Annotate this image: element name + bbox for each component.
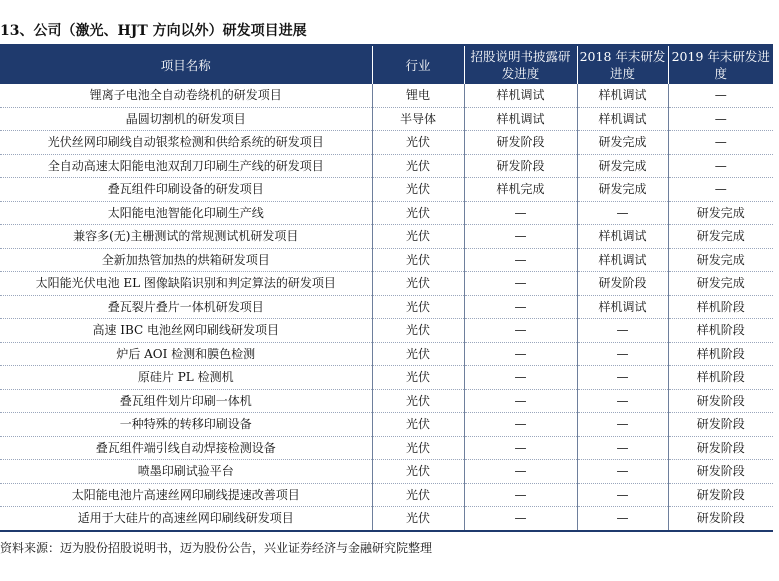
cell-project-name: 光伏丝网印刷线自动银浆检测和供给系统的研发项目 [0,131,372,155]
cell-prospectus-progress: — [464,366,577,390]
cell-2019-progress: 研发阶段 [668,507,773,531]
cell-project-name: 喷墨印刷试验平台 [0,460,372,484]
header-industry: 行业 [372,46,464,84]
cell-2019-progress: — [668,154,773,178]
cell-prospectus-progress: — [464,483,577,507]
cell-2019-progress: 样机阶段 [668,295,773,319]
cell-industry: 光伏 [372,366,464,390]
cell-industry: 光伏 [372,483,464,507]
cell-industry: 光伏 [372,225,464,249]
cell-industry: 光伏 [372,131,464,155]
table-row [0,366,773,390]
table-row [0,154,773,178]
cell-industry: 光伏 [372,154,464,178]
cell-2018-progress: 样机调试 [577,84,668,107]
table-row [0,413,773,437]
cell-2018-progress: 研发阶段 [577,272,668,296]
cell-2018-progress: 样机调试 [577,248,668,272]
cell-project-name: 锂离子电池全自动卷绕机的研发项目 [0,84,372,107]
cell-2018-progress: 研发完成 [577,131,668,155]
cell-prospectus-progress: — [464,272,577,296]
cell-project-name: 晶圆切割机的研发项目 [0,107,372,131]
cell-prospectus-progress: — [464,248,577,272]
cell-2018-progress: — [577,507,668,531]
cell-project-name: 太阳能光伏电池 EL 图像缺陷识别和判定算法的研发项目 [0,272,372,296]
cell-prospectus-progress: — [464,295,577,319]
table-row [0,460,773,484]
cell-industry: 光伏 [372,319,464,343]
table-title: 13、公司（激光、HJT 方向以外）研发项目进展 [0,23,307,39]
cell-project-name: 兼容多(无)主栅测试的常规测试机研发项目 [0,225,372,249]
cell-2019-progress: 样机阶段 [668,319,773,343]
cell-prospectus-progress: — [464,460,577,484]
cell-2018-progress: — [577,389,668,413]
cell-2019-progress: 研发阶段 [668,436,773,460]
cell-2019-progress: — [668,178,773,202]
table-row [0,131,773,155]
cell-2019-progress: 研发完成 [668,225,773,249]
cell-2018-progress: 研发完成 [577,154,668,178]
cell-industry: 光伏 [372,389,464,413]
rd-progress-table [0,46,773,532]
cell-2018-progress: 样机调试 [577,107,668,131]
cell-prospectus-progress: — [464,389,577,413]
cell-prospectus-progress: 样机调试 [464,84,577,107]
table-row [0,389,773,413]
cell-industry: 光伏 [372,342,464,366]
table-row [0,225,773,249]
cell-project-name: 叠瓦裂片叠片一体机研发项目 [0,295,372,319]
cell-2019-progress: 样机阶段 [668,342,773,366]
cell-2019-progress: 研发阶段 [668,413,773,437]
cell-project-name: 一种特殊的转移印刷设备 [0,413,372,437]
cell-2018-progress: — [577,201,668,225]
cell-industry: 光伏 [372,272,464,296]
header-prospectus-progress: 招股说明书披露研发进度 [464,46,577,84]
cell-prospectus-progress: 研发阶段 [464,154,577,178]
table-row [0,272,773,296]
cell-2018-progress: 研发完成 [577,178,668,202]
cell-2019-progress: 研发阶段 [668,460,773,484]
cell-2018-progress: — [577,436,668,460]
table-row [0,178,773,202]
table-row [0,436,773,460]
cell-prospectus-progress: 研发阶段 [464,131,577,155]
cell-industry: 光伏 [372,248,464,272]
cell-industry: 光伏 [372,507,464,531]
table-row [0,319,773,343]
cell-2019-progress: — [668,107,773,131]
table-row [0,248,773,272]
table-row [0,295,773,319]
cell-2018-progress: — [577,413,668,437]
cell-industry: 光伏 [372,201,464,225]
table-header-row [0,46,773,84]
cell-prospectus-progress: — [464,413,577,437]
cell-project-name: 全自动高速太阳能电池双刮刀印刷生产线的研发项目 [0,154,372,178]
table-row [0,342,773,366]
cell-2018-progress: — [577,366,668,390]
cell-prospectus-progress: — [464,342,577,366]
cell-project-name: 全新加热管加热的烘箱研发项目 [0,248,372,272]
header-project-name: 项目名称 [0,46,372,84]
cell-project-name: 原硅片 PL 检测机 [0,366,372,390]
cell-project-name: 叠瓦组件印刷设备的研发项目 [0,178,372,202]
cell-prospectus-progress: 样机调试 [464,107,577,131]
cell-industry: 锂电 [372,84,464,107]
table-row [0,507,773,531]
cell-2019-progress: 样机阶段 [668,366,773,390]
cell-2018-progress: — [577,319,668,343]
cell-project-name: 叠瓦组件端引线自动焊接检测设备 [0,436,372,460]
cell-project-name: 高速 IBC 电池丝网印刷线研发项目 [0,319,372,343]
cell-project-name: 叠瓦组件划片印刷一体机 [0,389,372,413]
cell-industry: 光伏 [372,178,464,202]
table-row [0,483,773,507]
source-note: 资料来源：迈为股份招股说明书，迈为股份公告，兴业证券经济与金融研究院整理 [0,541,433,555]
cell-prospectus-progress: — [464,201,577,225]
cell-industry: 光伏 [372,295,464,319]
cell-2018-progress: 样机调试 [577,295,668,319]
cell-2019-progress: — [668,131,773,155]
cell-industry: 半导体 [372,107,464,131]
cell-2019-progress: 研发阶段 [668,483,773,507]
cell-industry: 光伏 [372,413,464,437]
cell-2019-progress: 研发完成 [668,201,773,225]
cell-prospectus-progress: — [464,507,577,531]
cell-project-name: 适用于大硅片的高速丝网印刷线研发项目 [0,507,372,531]
cell-2018-progress: — [577,342,668,366]
cell-2018-progress: 样机调试 [577,225,668,249]
table-row [0,201,773,225]
cell-2018-progress: — [577,460,668,484]
header-2019-progress: 2019 年末研发进度 [668,46,773,84]
cell-industry: 光伏 [372,436,464,460]
cell-prospectus-progress: — [464,436,577,460]
cell-2018-progress: — [577,483,668,507]
cell-2019-progress: — [668,84,773,107]
cell-prospectus-progress: — [464,319,577,343]
header-2018-progress: 2018 年末研发进度 [577,46,668,84]
cell-2019-progress: 研发完成 [668,272,773,296]
table-row [0,107,773,131]
cell-project-name: 太阳能电池智能化印刷生产线 [0,201,372,225]
table-row [0,84,773,107]
cell-2019-progress: 研发完成 [668,248,773,272]
cell-project-name: 炉后 AOI 检测和膜色检测 [0,342,372,366]
cell-project-name: 太阳能电池片高速丝网印刷线提速改善项目 [0,483,372,507]
cell-2019-progress: 研发阶段 [668,389,773,413]
cell-industry: 光伏 [372,460,464,484]
cell-prospectus-progress: 样机完成 [464,178,577,202]
cell-prospectus-progress: — [464,225,577,249]
